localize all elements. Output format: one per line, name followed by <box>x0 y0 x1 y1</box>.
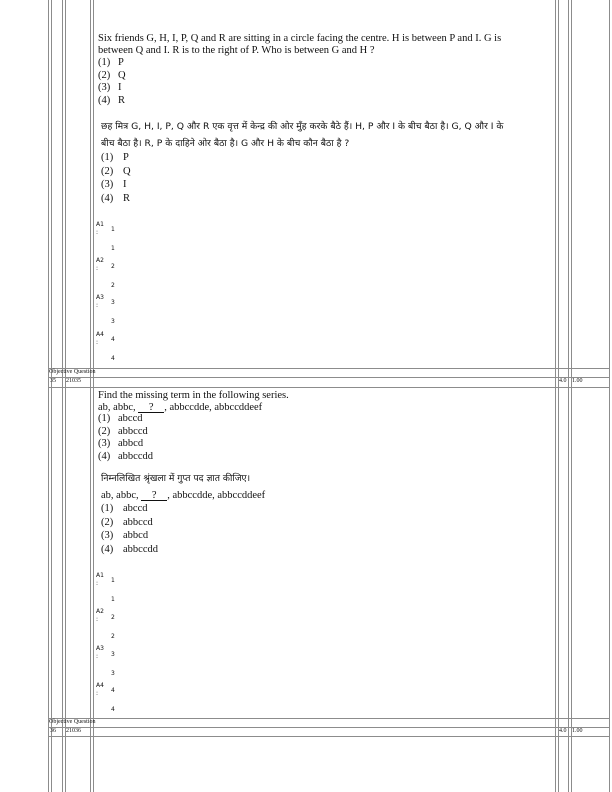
options-en <box>98 413 153 463</box>
answer-a1-value: 1 <box>111 226 115 233</box>
question-number: 36 <box>50 728 56 734</box>
question-number: 35 <box>50 378 56 384</box>
column-rule <box>62 0 63 792</box>
option-3: (3) I <box>98 82 122 94</box>
option-2: (2) Q <box>101 165 131 177</box>
options-hi <box>101 151 131 205</box>
option-1: (1) abccd <box>101 503 148 514</box>
option-3: (3) I <box>101 179 127 191</box>
question-text-en <box>98 33 501 57</box>
question-text-en: Find the missing term in the following series. <box>98 390 289 401</box>
option-4: (4) R <box>101 192 131 204</box>
answer-a4-value: 4 <box>111 336 115 343</box>
column-rule <box>65 0 66 792</box>
row-rule <box>48 387 610 388</box>
answer-a4-text: 4 <box>111 355 115 362</box>
table-border-left-inner <box>51 0 52 792</box>
option-2: (2) abbccd <box>101 516 153 528</box>
question-marks: 4.0 <box>559 378 567 384</box>
option-4: (4) abbccdd <box>101 543 158 555</box>
question-negative-marks: 1.00 <box>572 378 583 384</box>
question-line-hi: बीच बैठा है। R, P के दाहिने ओर बैठा है। G और H के बीच कौन बैठा है ? <box>101 138 350 149</box>
column-rule <box>90 0 91 792</box>
column-rule <box>558 0 559 792</box>
question-type-label: Objective Question <box>49 719 96 725</box>
option-2: (2) abbccd <box>98 425 148 437</box>
answer-a2-text: 2 <box>111 633 115 640</box>
answer-a1-text: 1 <box>111 245 115 252</box>
answer-a1: A1 : <box>96 572 104 587</box>
option-1: (1) P <box>101 152 129 163</box>
answer-a2-text: 2 <box>111 282 115 289</box>
answer-a4: A4 : <box>96 331 104 346</box>
question-id: 21035 <box>66 378 81 384</box>
answer-a3-value: 3 <box>111 651 115 658</box>
blank: ? <box>141 491 167 501</box>
answer-a3-value: 3 <box>111 299 115 306</box>
answer-a4-value: 4 <box>111 687 115 694</box>
row-rule <box>48 727 610 728</box>
answer-a1-text: 1 <box>111 596 115 603</box>
question-negative-marks: 1.00 <box>572 728 583 734</box>
table-border-left <box>48 0 49 792</box>
question-line: between Q and I. R is to the right of P. Who is between G and H ? <box>98 45 375 56</box>
question-text-hi: निम्नलिखित श्रृंखला में गुप्त पद ज्ञात कीजिए। <box>101 473 251 484</box>
option-4: (4) abbccdd <box>98 450 153 462</box>
answer-a2-value: 2 <box>111 263 115 270</box>
answer-a1-value: 1 <box>111 577 115 584</box>
option-2: (2) Q <box>98 69 126 81</box>
row-rule <box>48 377 610 378</box>
options-en <box>98 57 126 107</box>
question-text-hi <box>101 118 503 152</box>
column-rule <box>568 0 569 792</box>
option-1: (1) abccd <box>98 413 143 424</box>
answer-a2-value: 2 <box>111 614 115 621</box>
row-rule <box>48 736 610 737</box>
column-rule <box>93 0 94 792</box>
answer-a3: A3 : <box>96 294 104 309</box>
option-4: (4) R <box>98 94 126 106</box>
option-3: (3) abbcd <box>101 530 149 542</box>
option-1: (1) P <box>98 57 124 68</box>
answer-a4: A4 : <box>96 682 104 697</box>
blank: ? <box>138 403 164 413</box>
answer-a2: A2 : <box>96 608 104 623</box>
series-en: ab, abbc, ? , abbccdde, abbccddeef <box>98 402 263 413</box>
row-rule <box>48 368 610 369</box>
table-border-right <box>609 0 610 792</box>
option-3: (3) abbcd <box>98 438 144 450</box>
question-marks: 4.0 <box>559 728 567 734</box>
answer-a4-text: 4 <box>111 706 115 713</box>
answer-a1: A1 : <box>96 221 104 236</box>
question-line: Six friends G, H, I, P, Q and R are sitting in a circle facing the centre. H is between P and I. G is <box>98 33 502 44</box>
column-rule <box>571 0 572 792</box>
column-rule <box>555 0 556 792</box>
series-hi: ab, abbc, ? , abbccdde, abbccddeef <box>101 490 266 501</box>
question-id: 21036 <box>66 728 81 734</box>
answer-a3: A3 : <box>96 645 104 660</box>
question-line-hi: छह मित्र G, H, I, P, Q और R एक वृत्त में केन्द्र की ओर मुँह करके बैठे हैं। H, P और I के बीच बैठा है। G, Q और I के <box>101 121 504 132</box>
answer-a3-text: 3 <box>111 670 115 677</box>
answer-a3-text: 3 <box>111 318 115 325</box>
row-rule <box>48 718 610 719</box>
options-hi <box>101 502 158 556</box>
answer-a2: A2 : <box>96 257 104 272</box>
question-type-label: Objective Question <box>49 369 96 375</box>
